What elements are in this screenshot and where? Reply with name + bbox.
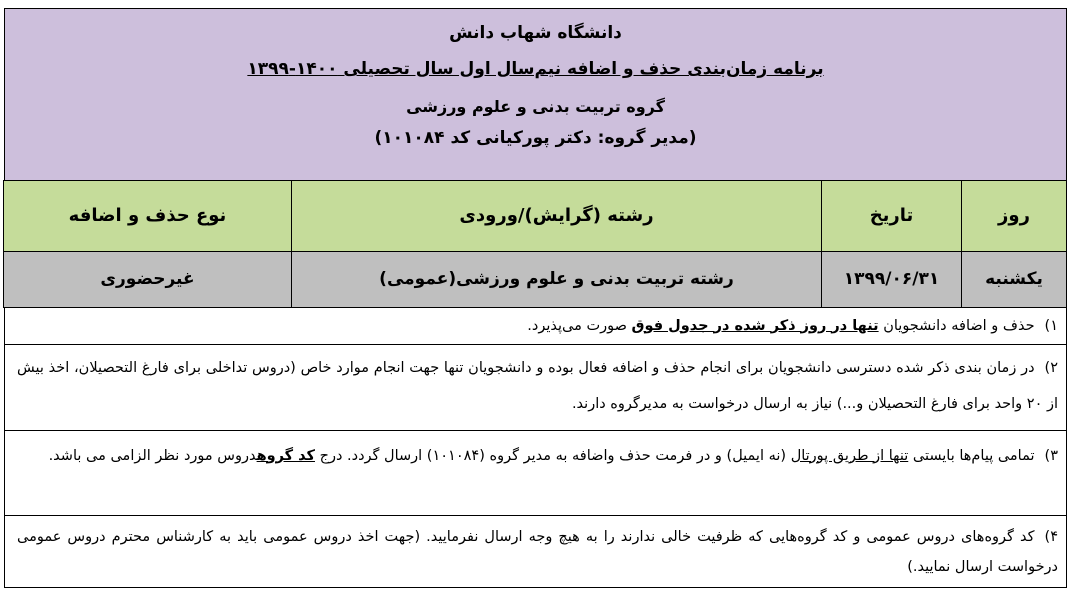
- note-4: [4, 516, 1067, 588]
- note-3-text-a: تمامی پیام‌ها بایستی: [908, 447, 1035, 464]
- note-1: [4, 308, 1067, 345]
- program-title: [5, 59, 1066, 79]
- note-4-number: ۴): [1044, 528, 1058, 545]
- table-row: [4, 251, 1067, 307]
- cell-day: یکشنبه: [962, 251, 1067, 307]
- note-3-portal: تنها از طریق پورتال: [790, 447, 909, 464]
- note-3-number: ۳): [1044, 447, 1058, 464]
- cell-field: رشته تربیت بدنی و علوم ورزشی(عمومی): [292, 251, 822, 307]
- note-2: [4, 345, 1067, 431]
- column-header-date: تاریخ: [822, 180, 962, 251]
- table-header-row: [4, 180, 1067, 251]
- note-1-text-a: حذف و اضافه دانشجویان: [878, 317, 1035, 334]
- column-header-field: رشته (گرایش)/ورودی: [292, 180, 822, 251]
- note-1-emphasis: تنها در روز ذکر شده در جدول فوق: [631, 317, 879, 334]
- manager-info: (مدیر گروه: دکتر پورکیانی کد ۱۰۱۰۸۴): [374, 128, 697, 148]
- schedule-table: [3, 180, 1067, 308]
- note-2-text: در زمان بندی ذکر شده دسترسی دانشجویان برای انجام حذف و اضافه فعال بوده و دانشجویان تنها جهت انجام موارد خاص (دروس تداخلی برای فارغ التحصیلان، اخذ بیش از ۲۰ واحد برای فارغ التحصیلان و...) نیاز به ارسال درخواست به مدیرگروه دارند.: [17, 359, 1058, 412]
- schedule-sheet: [4, 8, 1067, 588]
- header-panel: [4, 8, 1067, 181]
- note-4-text: کد گروه‌های دروس عمومی و کد گروه‌هایی که ظرفیت خالی ندارند را به هیچ وجه ارسال نفرمایید. (جهت اخذ دروس عمومی باید به کارشناس محترم دروس عمومی درخواست ارسال نمایید.): [17, 528, 1058, 575]
- column-header-day: روز: [962, 180, 1067, 251]
- program-title-text: برنامه زمان‌بندی حذف و اضافه نیم‌سال اول سال تحصیلی ۱۴۰۰-۱۳۹۹: [247, 59, 824, 79]
- note-1-number: ۱): [1044, 317, 1058, 334]
- cell-type: غیرحضوری: [4, 251, 292, 307]
- note-3: [4, 431, 1067, 516]
- note-3-text-e: دروس مورد نظر الزامی می باشد.: [48, 447, 257, 464]
- note-2-number: ۲): [1044, 359, 1058, 376]
- note-1-text-c: صورت می‌پذیرد.: [527, 317, 632, 334]
- column-header-type: نوع حذف و اضافه: [4, 180, 292, 251]
- university-name: دانشگاه شهاب دانش: [449, 23, 622, 43]
- cell-date: ۱۳۹۹/۰۶/۳۱: [822, 251, 962, 307]
- note-3-text-c: (نه ایمیل) و در فرمت حذف واضافه به مدیر گروه (۱۰۱۰۸۴) ارسال گردد. درج: [314, 447, 791, 464]
- group-name: گروه تربیت بدنی و علوم ورزشی: [406, 97, 665, 116]
- note-3-group-code: کد گروه: [256, 447, 315, 464]
